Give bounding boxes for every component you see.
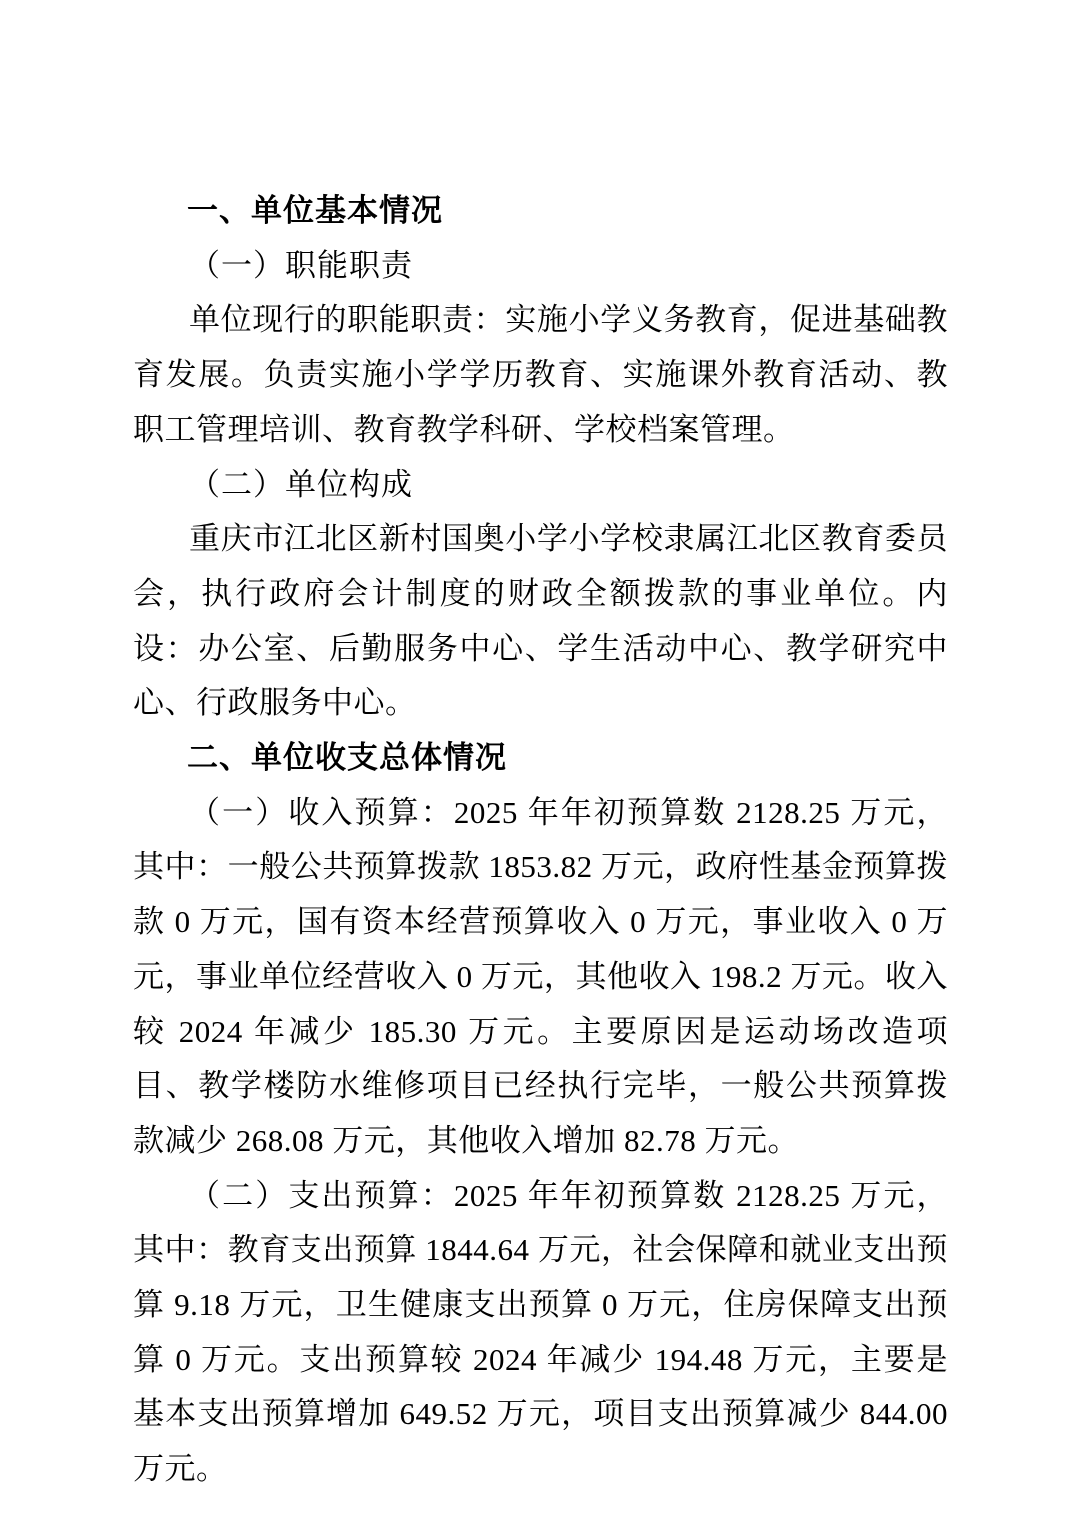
section-heading-basic-info: 一、单位基本情况 <box>187 193 443 228</box>
paragraph-composition: 重庆市江北区新村国奥小学小学校隶属江北区教育委员会，执行政府会计制度的财政全额拨款的事业单位。内设：办公室、后勤服务中心、学生活动中心、教学研究中心、行政服务中心。 <box>133 521 948 721</box>
paragraph-expense-budget <box>133 1169 948 1497</box>
paragraph-duties: 单位现行的职能职责：实施小学义务教育，促进基础教育发展。负责实施小学学历教育、实施课外教育活动、教职工管理培训、教育教学科研、学校档案管理。 <box>133 302 948 447</box>
paragraph-income-budget <box>133 786 948 1169</box>
income-budget-text: 2025 年年初预算数 2128.25 万元，其中：一般公共预算拨款 1853.82 万元，政府性基金预算拨款 0 万元，国有资本经营预算收入 0 万元，事业收入 0 万元，事业单位经营收入 0 万元，其他收入 198.2 万元。收入较 2024 年减少 185.30 万元。主要原因是运动场改造项目、教学楼防水维修项目已经执行完毕，一般公共预算拨款减少 268.08 万元，其他收入增加 82.78 万元。 <box>133 794 949 1158</box>
subheading-duties: （一）职能职责 <box>189 247 413 283</box>
section-heading-budget-overview: 二、单位收支总体情况 <box>187 740 507 776</box>
expense-budget-lead: （二）支出预算： <box>189 1177 454 1213</box>
expense-budget-text: 2025 年年初预算数 2128.25 万元，其中：教育支出预算 1844.64 万元，社会保障和就业支出预算 9.18 万元，卫生健康支出预算 0 万元，住房保障支出预算 0 万元。支出预算较 2024 年减少 194.48 万元，主要是基本支出预算增加 649.52 万元，项目支出预算减少 844.00 万元。 <box>133 1177 949 1487</box>
subheading-composition: （二）单位构成 <box>189 466 413 502</box>
income-budget-lead: （一）收入预算： <box>189 794 454 830</box>
